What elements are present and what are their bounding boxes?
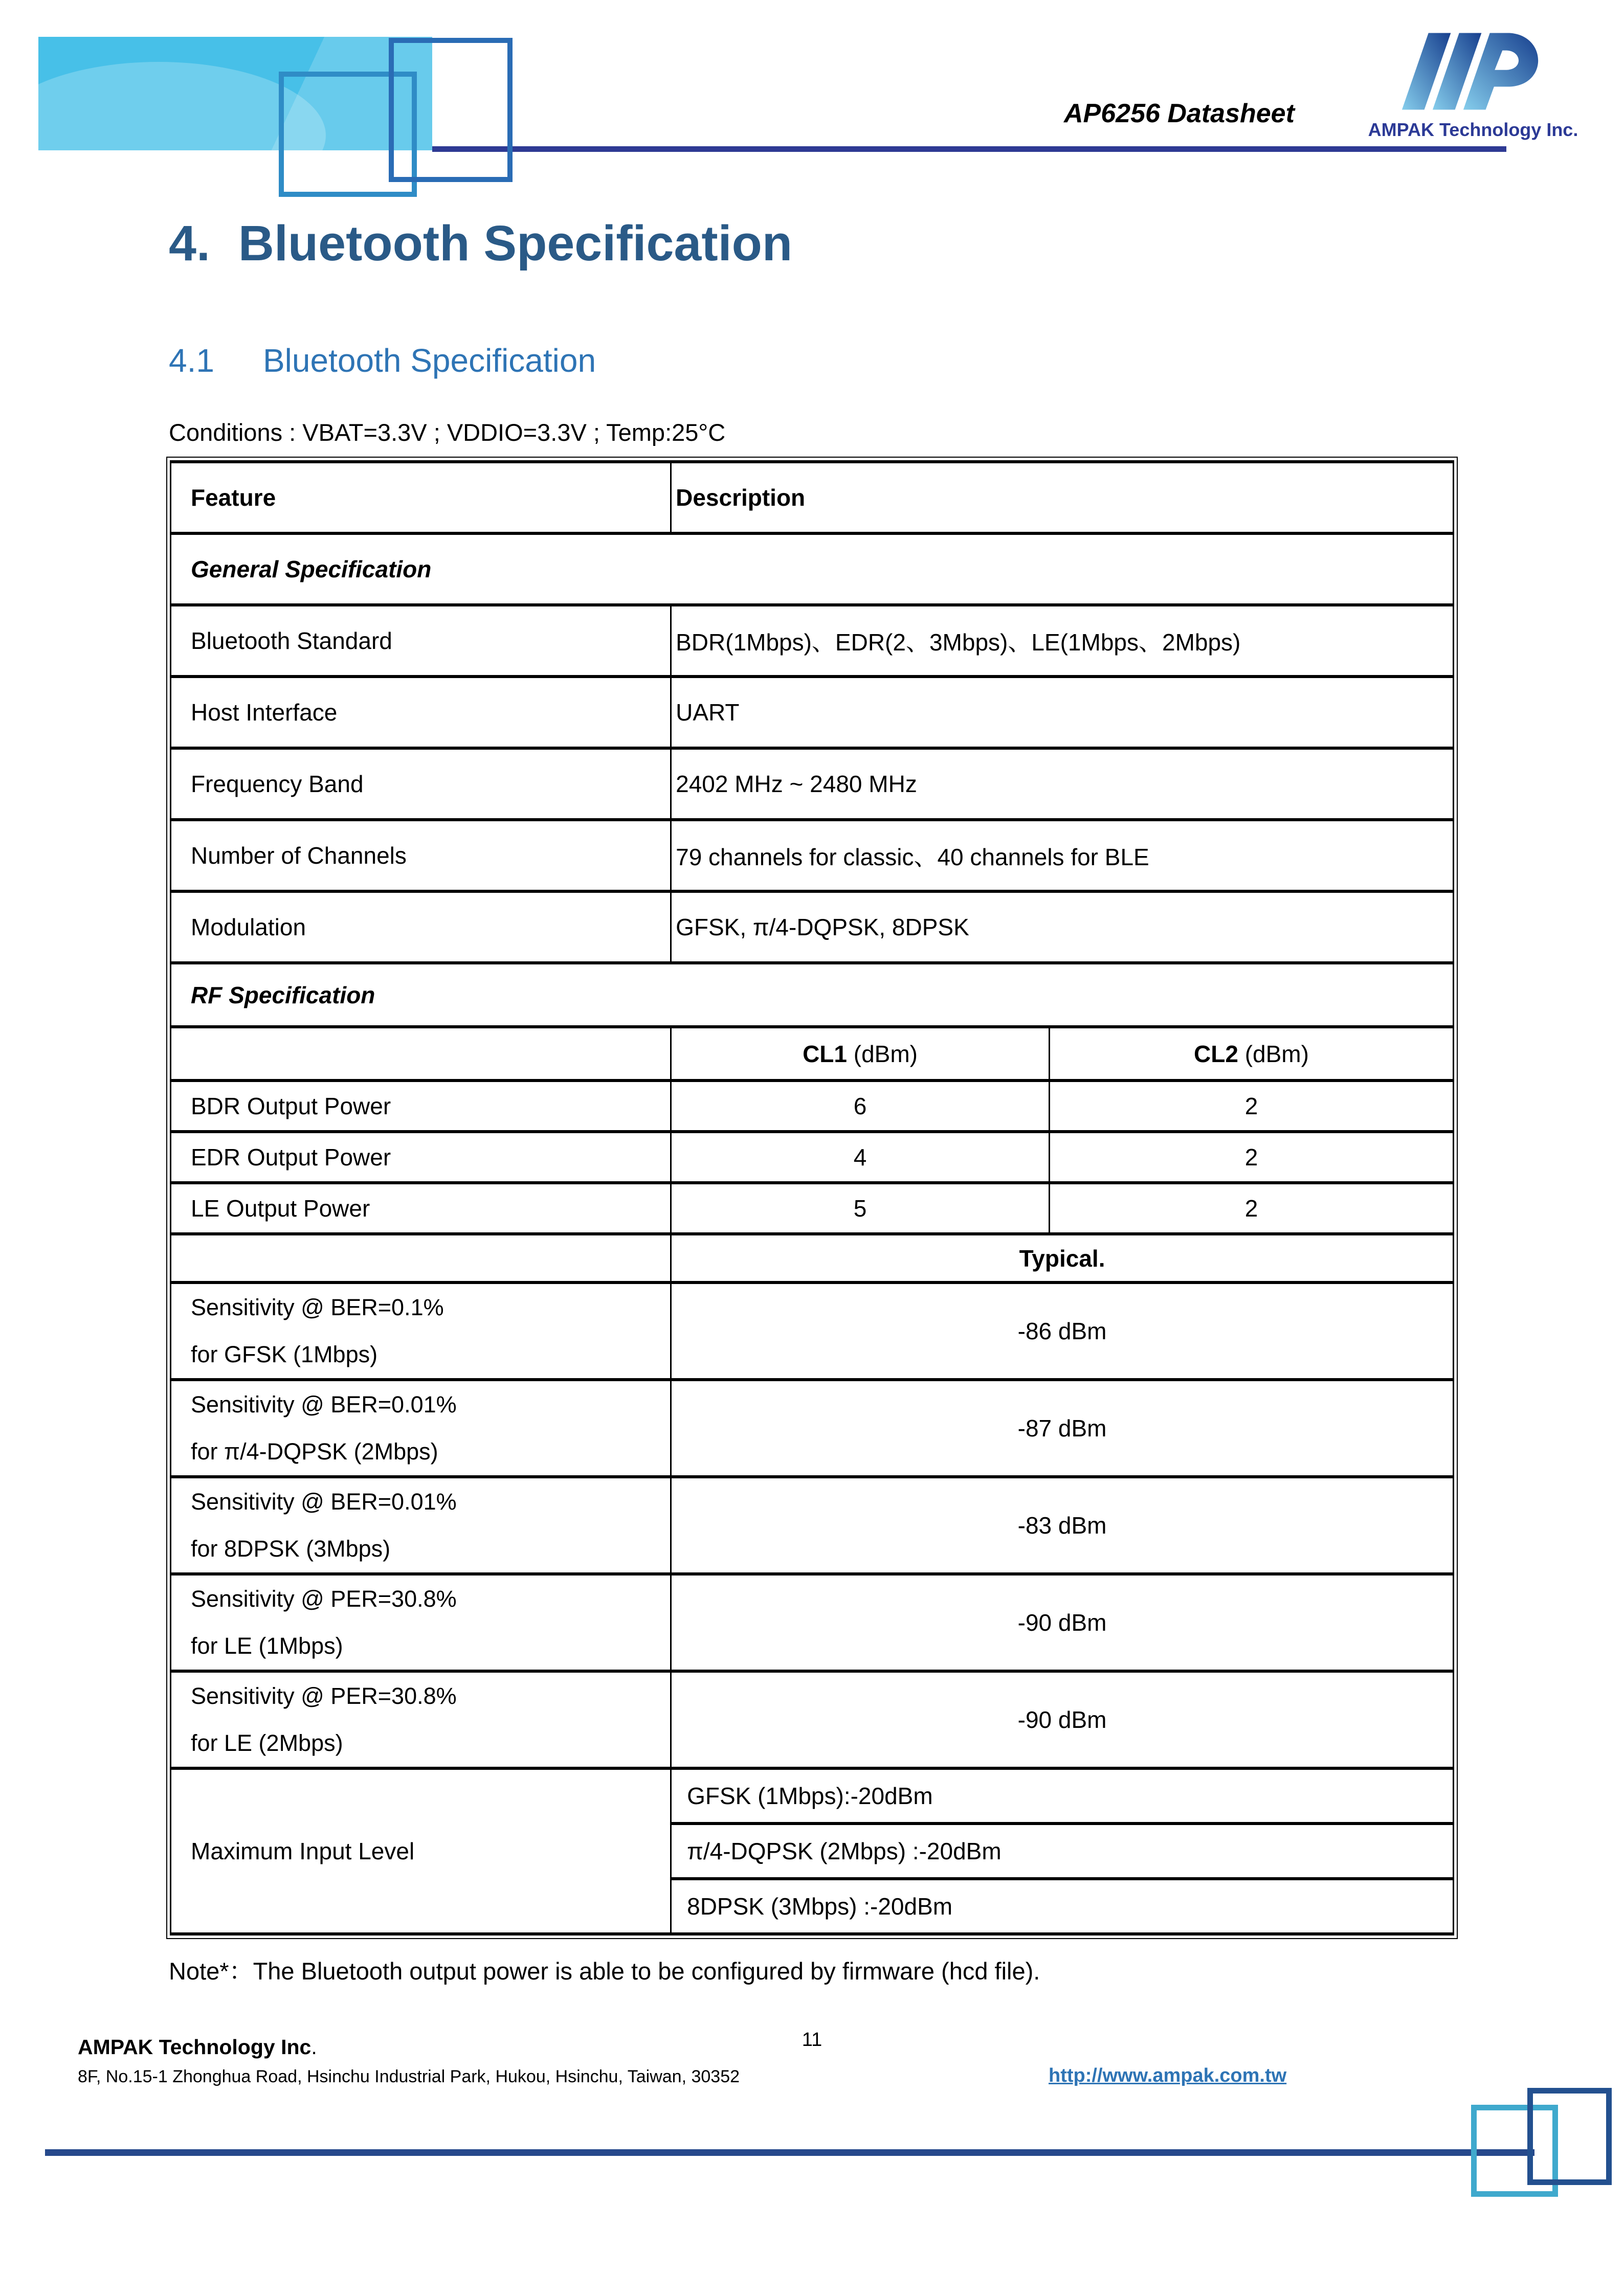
section-heading	[169, 215, 792, 272]
table-row	[171, 1574, 1454, 1671]
sensitivity-value-cell: -90 dBm	[671, 1574, 1454, 1671]
table-row	[171, 820, 1454, 891]
feature-cell	[171, 1574, 671, 1671]
general-section-label: General Specification	[171, 533, 1454, 605]
sensitivity-condition: Sensitivity @ BER=0.1%	[191, 1294, 444, 1320]
table-header-row	[171, 462, 1454, 533]
rf-section-label: RF Specification	[171, 963, 1454, 1027]
max-input-feature-cell: Maximum Input Level	[171, 1768, 671, 1934]
table-row	[171, 605, 1454, 677]
feature-cell	[171, 1671, 671, 1768]
subsection-title: Bluetooth Specification	[262, 342, 596, 379]
feature-cell: Bluetooth Standard	[171, 605, 671, 677]
sensitivity-value-cell: -90 dBm	[671, 1671, 1454, 1768]
empty-cell	[171, 1234, 671, 1282]
table-row	[171, 1671, 1454, 1768]
feature-cell	[171, 1282, 671, 1380]
description-cell: UART	[671, 677, 1454, 748]
table-row	[171, 1081, 1454, 1132]
section-row-rf	[171, 963, 1454, 1027]
sensitivity-value-cell: -83 dBm	[671, 1477, 1454, 1574]
table-row	[171, 1477, 1454, 1574]
table-row	[171, 1768, 1454, 1824]
empty-cell	[171, 1027, 671, 1081]
footnote: Note*：The Bluetooth output power is able to be configured by firmware (hcd file).	[169, 1957, 1040, 1985]
table-row	[171, 748, 1454, 820]
bluetooth-spec-table	[166, 457, 1458, 1939]
footer-navy-outline-square	[1527, 2088, 1612, 2185]
description-header-cell: Description	[671, 462, 1454, 533]
sensitivity-condition: Sensitivity @ BER=0.01%	[191, 1391, 457, 1417]
cl2-value-cell: 2	[1049, 1183, 1453, 1234]
cl1-value-cell: 5	[671, 1183, 1050, 1234]
cl2-value-cell: 2	[1049, 1081, 1453, 1132]
max-input-value-cell: GFSK (1Mbps):-20dBm	[671, 1768, 1454, 1824]
ampak-logo-text: AMPAK Technology Inc.	[1368, 119, 1578, 140]
table-row	[171, 1282, 1454, 1380]
table-row	[171, 1183, 1454, 1234]
feature-cell: EDR Output Power	[171, 1132, 671, 1183]
cl2-header-cell	[1049, 1027, 1453, 1081]
sensitivity-value-cell: -87 dBm	[671, 1380, 1454, 1477]
sensitivity-mode: for π/4-DQPSK (2Mbps)	[191, 1438, 438, 1465]
max-input-value-cell: π/4-DQPSK (2Mbps) :-20dBm	[671, 1824, 1454, 1879]
cl2-unit: (dBm)	[1238, 1040, 1309, 1067]
description-cell: 79 channels for classic、40 channels for BLE	[671, 820, 1454, 891]
sensitivity-condition: Sensitivity @ PER=30.8%	[191, 1586, 457, 1612]
ampak-logo-icon	[1396, 27, 1550, 116]
subsection-number: 4.1	[169, 342, 214, 379]
footer-company-name: AMPAK Technology Inc	[78, 2035, 312, 2059]
cl1-label: CL1	[803, 1040, 847, 1067]
subsection-heading	[169, 342, 596, 379]
sensitivity-condition: Sensitivity @ BER=0.01%	[191, 1489, 457, 1515]
table-row	[171, 1132, 1454, 1183]
power-header-row	[171, 1027, 1454, 1081]
typical-label-cell: Typical.	[671, 1234, 1454, 1282]
typical-header-row	[171, 1234, 1454, 1282]
feature-cell: LE Output Power	[171, 1183, 671, 1234]
feature-cell: Number of Channels	[171, 820, 671, 891]
ampak-logo	[1350, 27, 1596, 141]
sensitivity-mode: for LE (1Mbps)	[191, 1633, 343, 1659]
table-row	[171, 677, 1454, 748]
conditions-line: Conditions : VBAT=3.3V ; VDDIO=3.3V ; Temp:25°C	[169, 419, 726, 446]
cl2-value-cell: 2	[1049, 1132, 1453, 1183]
feature-cell: Host Interface	[171, 677, 671, 748]
header-divider-rule	[432, 146, 1506, 152]
footer-website-link[interactable]: http://www.ampak.com.tw	[1049, 2065, 1287, 2086]
feature-cell	[171, 1380, 671, 1477]
table-row	[171, 1380, 1454, 1477]
description-cell: BDR(1Mbps)、EDR(2、3Mbps)、LE(1Mbps、2Mbps)	[671, 605, 1454, 677]
document-title: AP6256 Datasheet	[1064, 99, 1295, 128]
footer-divider-rule	[45, 2149, 1534, 2156]
cl2-label: CL2	[1194, 1040, 1238, 1067]
feature-cell	[171, 1477, 671, 1574]
footer-address: 8F, No.15-1 Zhonghua Road, Hsinchu Industrial Park, Hukou, Hsinchu, Taiwan, 30352	[78, 2067, 740, 2086]
feature-header-cell: Feature	[171, 462, 671, 533]
section-row-general	[171, 533, 1454, 605]
feature-cell: Frequency Band	[171, 748, 671, 820]
cl1-header-cell	[671, 1027, 1050, 1081]
header-navy-outline-rect	[389, 38, 513, 182]
description-cell: 2402 MHz ~ 2480 MHz	[671, 748, 1454, 820]
sensitivity-value-cell: -86 dBm	[671, 1282, 1454, 1380]
max-input-value-cell: 8DPSK (3Mbps) :-20dBm	[671, 1879, 1454, 1934]
footer-company-period: .	[311, 2035, 317, 2059]
sensitivity-mode: for GFSK (1Mbps)	[191, 1341, 378, 1367]
cl1-value-cell: 6	[671, 1081, 1050, 1132]
section-title: Bluetooth Specification	[238, 215, 793, 271]
cl1-unit: (dBm)	[847, 1040, 918, 1067]
cl1-value-cell: 4	[671, 1132, 1050, 1183]
sensitivity-mode: for 8DPSK (3Mbps)	[191, 1536, 391, 1562]
table-row	[171, 891, 1454, 963]
feature-cell: BDR Output Power	[171, 1081, 671, 1132]
sensitivity-mode: for LE (2Mbps)	[191, 1730, 343, 1756]
description-cell: GFSK, π/4-DQPSK, 8DPSK	[671, 891, 1454, 963]
page-number: 11	[802, 2029, 822, 2051]
section-number: 4.	[169, 215, 210, 271]
sensitivity-condition: Sensitivity @ PER=30.8%	[191, 1683, 457, 1709]
feature-cell: Modulation	[171, 891, 671, 963]
